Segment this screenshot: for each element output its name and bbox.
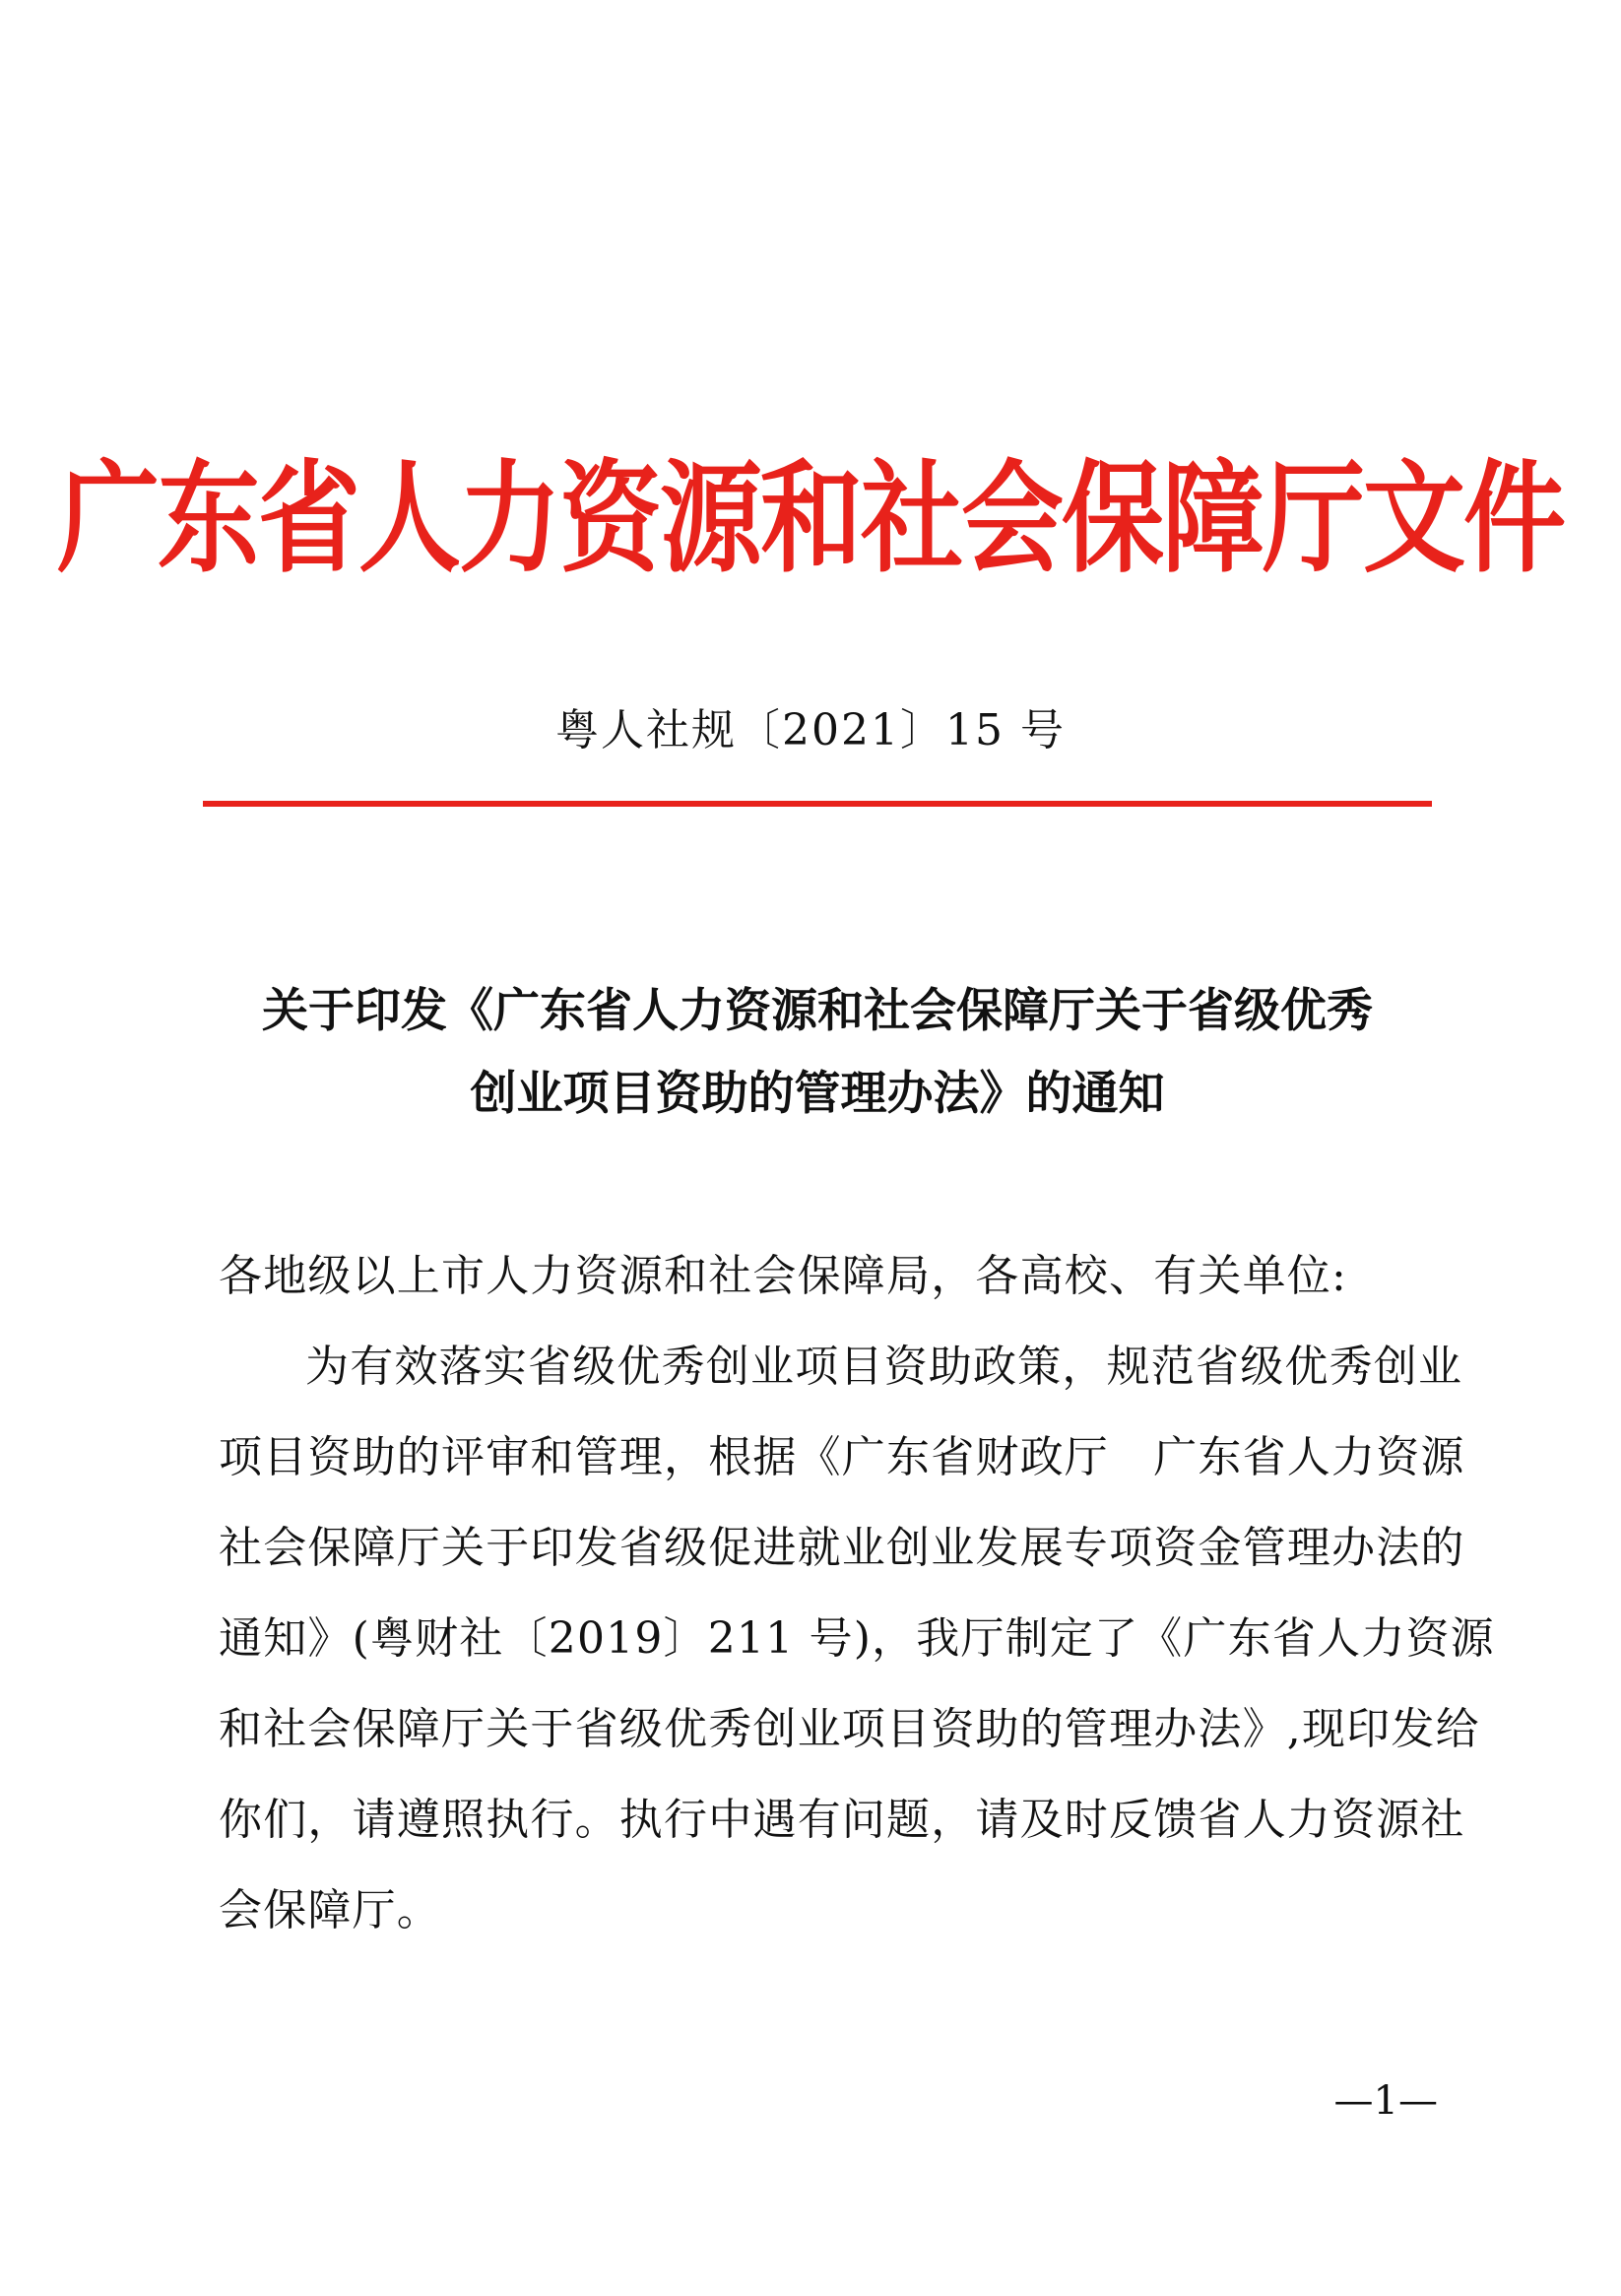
document-number: 粤人社规〔2021〕15 号 <box>555 705 1066 755</box>
page-number: —1— <box>1333 2078 1438 2124</box>
paragraph-line: 和社会保障厅关于省级优秀创业项目资助的管理办法》,现印发给 <box>219 1704 1480 1754</box>
paragraph-line: 会保障厅。 <box>219 1885 441 1935</box>
red-divider-rule <box>203 801 1432 807</box>
notice-title <box>207 970 1428 1136</box>
paragraph-line: 社会保障厅关于印发省级促进就业创业发展专项资金管理办法的 <box>219 1523 1465 1573</box>
addressee-line: 各地级以上市人力资源和社会保障局，各高校、有关单位: <box>219 1251 1348 1301</box>
paragraph-line: 为有效落实省级优秀创业项目资助政策，规范省级优秀创业 <box>305 1342 1463 1392</box>
notice-title-line-2: 创业项目资助的管理办法》的通知 <box>470 1067 1165 1121</box>
paragraph-line: 通知》(粤财社〔2019〕211 号)，我厅制定了《广东省人力资源 <box>219 1613 1495 1664</box>
paragraph-line: 你们，请遵照执行。执行中遇有问题，请及时反馈省人力资源社 <box>219 1795 1465 1845</box>
paragraph-line: 项目资助的评审和管理，根据《广东省财政厅 广东省人力资源 <box>219 1432 1465 1482</box>
document-header-title: 广东省人力资源和社会保障厅文件 <box>56 446 1564 590</box>
notice-body <box>219 1231 1495 1956</box>
notice-title-line-1: 关于印发《广东省人力资源和社会保障厅关于省级优秀 <box>262 984 1373 1038</box>
